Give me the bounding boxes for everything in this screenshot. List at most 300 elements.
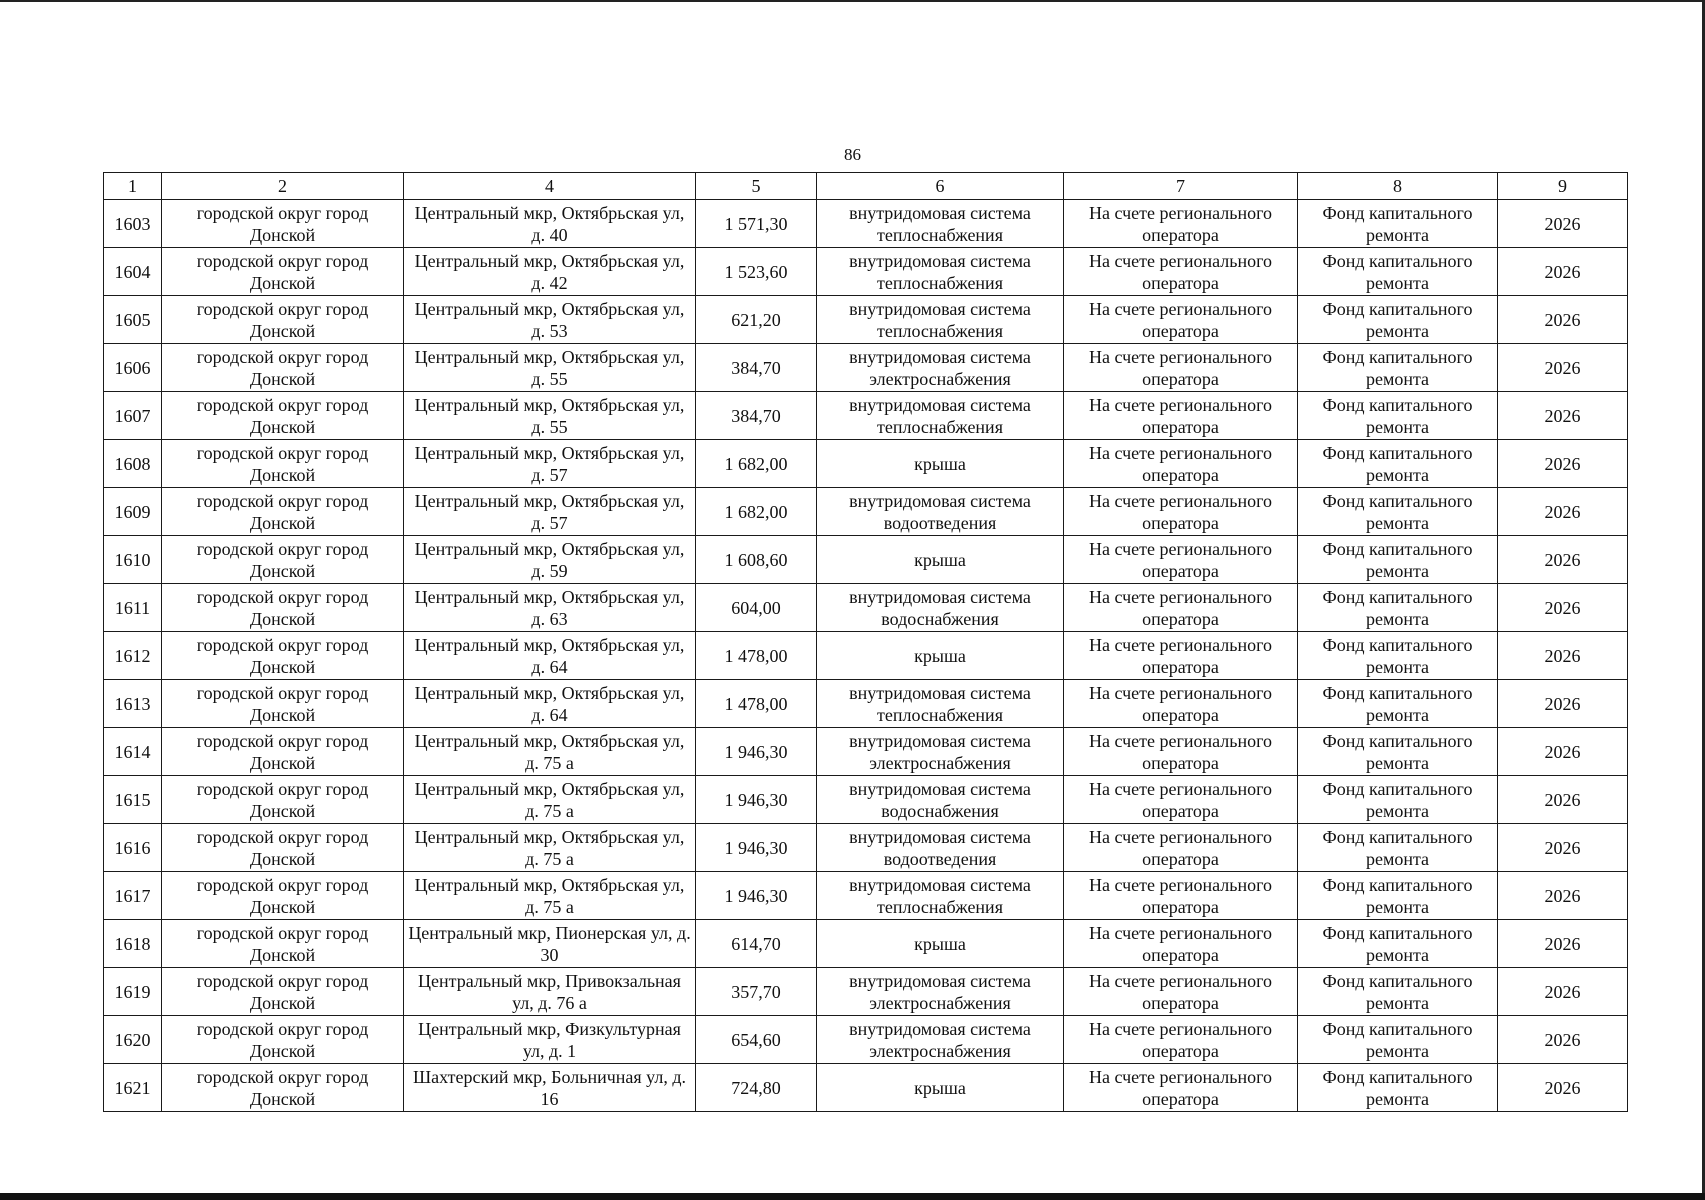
column-header: 4 xyxy=(404,173,696,200)
table-row xyxy=(104,200,1628,248)
cell-text: Центральный мкр, Физкультурная ул, д. 1 xyxy=(418,1018,681,1061)
table-row xyxy=(104,1016,1628,1064)
year-cell xyxy=(1498,344,1628,392)
cell-text: внутридомовая система теплоснабжения xyxy=(849,298,1031,341)
address-cell xyxy=(404,488,696,536)
cell-text: внутридомовая система водоотведения xyxy=(849,826,1031,869)
cell-text: крыша xyxy=(914,549,966,570)
cell-text: Фонд капитального ремонта xyxy=(1322,538,1473,581)
funding-source-cell xyxy=(1298,920,1498,968)
cell-text: 2026 xyxy=(1544,309,1581,330)
table-row xyxy=(104,728,1628,776)
address-cell xyxy=(404,728,696,776)
cell-text: 2026 xyxy=(1544,453,1581,474)
fund-account-cell xyxy=(1064,824,1298,872)
cell-text: 384,70 xyxy=(731,405,781,426)
table-row xyxy=(104,632,1628,680)
cell-text: На счете регионального оператора xyxy=(1088,346,1273,389)
cell-text: На счете регионального оператора xyxy=(1088,250,1273,293)
fund-account-cell xyxy=(1064,632,1298,680)
cell-text: Фонд капитального ремонта xyxy=(1322,250,1473,293)
repair-program-table xyxy=(103,172,1628,1112)
cell-text: городской округ город Донской xyxy=(196,874,369,917)
work-type-cell xyxy=(817,632,1064,680)
table-row xyxy=(104,1064,1628,1112)
area-cell xyxy=(696,968,817,1016)
cell-text: 1605 xyxy=(114,309,151,330)
row-number-cell xyxy=(104,200,162,248)
work-type-cell xyxy=(817,392,1064,440)
row-number-cell xyxy=(104,392,162,440)
fund-account-cell xyxy=(1064,1016,1298,1064)
work-type-cell xyxy=(817,776,1064,824)
address-cell xyxy=(404,872,696,920)
cell-text: городской округ город Донской xyxy=(196,682,369,725)
cell-text: 2026 xyxy=(1544,837,1581,858)
address-cell xyxy=(404,920,696,968)
fund-account-cell xyxy=(1064,1064,1298,1112)
cell-text: Фонд капитального ремонта xyxy=(1322,1018,1473,1061)
municipality-cell xyxy=(162,680,404,728)
fund-account-cell xyxy=(1064,536,1298,584)
work-type-cell xyxy=(817,680,1064,728)
funding-source-cell xyxy=(1298,824,1498,872)
area-cell xyxy=(696,344,817,392)
cell-text: 1617 xyxy=(114,885,151,906)
cell-text: 1620 xyxy=(114,1029,151,1050)
work-type-cell xyxy=(817,1064,1064,1112)
cell-text: 1 946,30 xyxy=(724,789,788,810)
funding-source-cell xyxy=(1298,392,1498,440)
cell-text: внутридомовая система теплоснабжения xyxy=(849,682,1031,725)
cell-text: внутридомовая система электроснабжения xyxy=(849,970,1031,1013)
cell-text: Фонд капитального ремонта xyxy=(1322,442,1473,485)
cell-text: 1621 xyxy=(114,1077,151,1098)
funding-source-cell xyxy=(1298,1064,1498,1112)
cell-text: 1 571,30 xyxy=(724,213,788,234)
table-row xyxy=(104,824,1628,872)
row-number-cell xyxy=(104,872,162,920)
cell-text: 2026 xyxy=(1544,261,1581,282)
cell-text: городской округ город Донской xyxy=(196,394,369,437)
year-cell xyxy=(1498,728,1628,776)
year-cell xyxy=(1498,776,1628,824)
cell-text: Центральный мкр, Октябрьская ул, д. 64 xyxy=(414,682,685,725)
cell-text: 1 478,00 xyxy=(724,645,788,666)
municipality-cell xyxy=(162,584,404,632)
cell-text: Фонд капитального ремонта xyxy=(1322,490,1473,533)
cell-text: На счете регионального оператора xyxy=(1088,202,1273,245)
cell-text: Центральный мкр, Октябрьская ул, д. 40 xyxy=(414,202,685,245)
year-cell xyxy=(1498,824,1628,872)
municipality-cell xyxy=(162,488,404,536)
cell-text: 1 946,30 xyxy=(724,885,788,906)
cell-text: 384,70 xyxy=(731,357,781,378)
fund-account-cell xyxy=(1064,680,1298,728)
year-cell xyxy=(1498,488,1628,536)
row-number-cell xyxy=(104,440,162,488)
year-cell xyxy=(1498,920,1628,968)
work-type-cell xyxy=(817,200,1064,248)
cell-text: 1 682,00 xyxy=(724,501,788,522)
table-row xyxy=(104,248,1628,296)
address-cell xyxy=(404,1064,696,1112)
cell-text: Фонд капитального ремонта xyxy=(1322,298,1473,341)
funding-source-cell xyxy=(1298,440,1498,488)
table-row xyxy=(104,920,1628,968)
cell-text: городской округ город Донской xyxy=(196,250,369,293)
cell-text: 1608 xyxy=(114,453,151,474)
column-header: 5 xyxy=(696,173,817,200)
cell-text: городской округ город Донской xyxy=(196,922,369,965)
cell-text: Фонд капитального ремонта xyxy=(1322,1066,1473,1109)
row-number-cell xyxy=(104,728,162,776)
cell-text: Центральный мкр, Октябрьская ул, д. 75 а xyxy=(414,826,685,869)
funding-source-cell xyxy=(1298,248,1498,296)
table-row xyxy=(104,968,1628,1016)
cell-text: Фонд капитального ремонта xyxy=(1322,682,1473,725)
cell-text: На счете регионального оператора xyxy=(1088,1066,1273,1109)
fund-account-cell xyxy=(1064,200,1298,248)
cell-text: 2026 xyxy=(1544,357,1581,378)
table-row xyxy=(104,872,1628,920)
cell-text: На счете регионального оператора xyxy=(1088,826,1273,869)
year-cell xyxy=(1498,296,1628,344)
fund-account-cell xyxy=(1064,392,1298,440)
area-cell xyxy=(696,632,817,680)
table-row xyxy=(104,680,1628,728)
header-row xyxy=(104,173,1628,200)
area-cell xyxy=(696,1016,817,1064)
cell-text: 357,70 xyxy=(731,981,781,1002)
municipality-cell xyxy=(162,200,404,248)
cell-text: 1 608,60 xyxy=(724,549,788,570)
fund-account-cell xyxy=(1064,920,1298,968)
fund-account-cell xyxy=(1064,344,1298,392)
row-number-cell xyxy=(104,248,162,296)
fund-account-cell xyxy=(1064,968,1298,1016)
municipality-cell xyxy=(162,968,404,1016)
funding-source-cell xyxy=(1298,776,1498,824)
cell-text: 1619 xyxy=(114,981,151,1002)
cell-text: 1 946,30 xyxy=(724,741,788,762)
municipality-cell xyxy=(162,1064,404,1112)
cell-text: 1616 xyxy=(114,837,151,858)
cell-text: внутридомовая система электроснабжения xyxy=(849,730,1031,773)
work-type-cell xyxy=(817,872,1064,920)
cell-text: городской округ город Донской xyxy=(196,730,369,773)
cell-text: 1604 xyxy=(114,261,151,282)
municipality-cell xyxy=(162,920,404,968)
work-type-cell xyxy=(817,344,1064,392)
cell-text: 2026 xyxy=(1544,885,1581,906)
cell-text: городской округ город Донской xyxy=(196,202,369,245)
municipality-cell xyxy=(162,728,404,776)
funding-source-cell xyxy=(1298,344,1498,392)
address-cell xyxy=(404,200,696,248)
cell-text: На счете регионального оператора xyxy=(1088,922,1273,965)
cell-text: 2026 xyxy=(1544,405,1581,426)
cell-text: Центральный мкр, Октябрьская ул, д. 55 xyxy=(414,346,685,389)
fund-account-cell xyxy=(1064,776,1298,824)
cell-text: Центральный мкр, Октябрьская ул, д. 53 xyxy=(414,298,685,341)
cell-text: На счете регионального оператора xyxy=(1088,730,1273,773)
cell-text: крыша xyxy=(914,1077,966,1098)
bottom-border-line xyxy=(0,1193,1705,1200)
address-cell xyxy=(404,776,696,824)
address-cell xyxy=(404,296,696,344)
cell-text: На счете регионального оператора xyxy=(1088,1018,1273,1061)
funding-source-cell xyxy=(1298,728,1498,776)
cell-text: На счете регионального оператора xyxy=(1088,394,1273,437)
cell-text: 2026 xyxy=(1544,597,1581,618)
work-type-cell xyxy=(817,296,1064,344)
cell-text: Центральный мкр, Привокзальная ул, д. 76 а xyxy=(418,970,681,1013)
work-type-cell xyxy=(817,728,1064,776)
table-row xyxy=(104,488,1628,536)
row-number-cell xyxy=(104,488,162,536)
cell-text: 654,60 xyxy=(731,1029,781,1050)
cell-text: 724,80 xyxy=(731,1077,781,1098)
cell-text: На счете регионального оператора xyxy=(1088,682,1273,725)
cell-text: городской округ город Донской xyxy=(196,1066,369,1109)
cell-text: 1606 xyxy=(114,357,151,378)
municipality-cell xyxy=(162,392,404,440)
cell-text: Фонд капитального ремонта xyxy=(1322,826,1473,869)
cell-text: На счете регионального оператора xyxy=(1088,634,1273,677)
cell-text: городской округ город Донской xyxy=(196,1018,369,1061)
municipality-cell xyxy=(162,632,404,680)
table-row xyxy=(104,776,1628,824)
table-row xyxy=(104,296,1628,344)
cell-text: Фонд капитального ремонта xyxy=(1322,634,1473,677)
cell-text: 1 682,00 xyxy=(724,453,788,474)
cell-text: внутридомовая система теплоснабжения xyxy=(849,394,1031,437)
funding-source-cell xyxy=(1298,296,1498,344)
year-cell xyxy=(1498,200,1628,248)
municipality-cell xyxy=(162,344,404,392)
funding-source-cell xyxy=(1298,872,1498,920)
municipality-cell xyxy=(162,440,404,488)
work-type-cell xyxy=(817,824,1064,872)
funding-source-cell xyxy=(1298,488,1498,536)
cell-text: На счете регионального оператора xyxy=(1088,442,1273,485)
row-number-cell xyxy=(104,776,162,824)
work-type-cell xyxy=(817,1016,1064,1064)
cell-text: крыша xyxy=(914,933,966,954)
year-cell xyxy=(1498,632,1628,680)
top-border-line xyxy=(0,0,1705,2)
cell-text: городской округ город Донской xyxy=(196,442,369,485)
area-cell xyxy=(696,584,817,632)
row-number-cell xyxy=(104,344,162,392)
cell-text: 1613 xyxy=(114,693,151,714)
cell-text: внутридомовая система водоснабжения xyxy=(849,586,1031,629)
table-row xyxy=(104,344,1628,392)
area-cell xyxy=(696,392,817,440)
fund-account-cell xyxy=(1064,584,1298,632)
cell-text: крыша xyxy=(914,453,966,474)
cell-text: городской округ город Донской xyxy=(196,490,369,533)
area-cell xyxy=(696,200,817,248)
cell-text: На счете регионального оператора xyxy=(1088,586,1273,629)
cell-text: На счете регионального оператора xyxy=(1088,970,1273,1013)
address-cell xyxy=(404,680,696,728)
fund-account-cell xyxy=(1064,488,1298,536)
cell-text: 604,00 xyxy=(731,597,781,618)
cell-text: 2026 xyxy=(1544,789,1581,810)
address-cell xyxy=(404,1016,696,1064)
funding-source-cell xyxy=(1298,968,1498,1016)
cell-text: На счете регионального оператора xyxy=(1088,490,1273,533)
year-cell xyxy=(1498,248,1628,296)
cell-text: Центральный мкр, Октябрьская ул, д. 57 xyxy=(414,442,685,485)
cell-text: 1607 xyxy=(114,405,151,426)
cell-text: На счете регионального оператора xyxy=(1088,298,1273,341)
table-body xyxy=(104,200,1628,1112)
cell-text: внутридомовая система водоснабжения xyxy=(849,778,1031,821)
fund-account-cell xyxy=(1064,872,1298,920)
cell-text: 1612 xyxy=(114,645,151,666)
cell-text: городской округ город Донской xyxy=(196,826,369,869)
row-number-cell xyxy=(104,584,162,632)
cell-text: 1609 xyxy=(114,501,151,522)
fund-account-cell xyxy=(1064,440,1298,488)
area-cell xyxy=(696,680,817,728)
cell-text: 1615 xyxy=(114,789,151,810)
funding-source-cell xyxy=(1298,680,1498,728)
cell-text: внутридомовая система теплоснабжения xyxy=(849,874,1031,917)
cell-text: Фонд капитального ремонта xyxy=(1322,586,1473,629)
municipality-cell xyxy=(162,536,404,584)
work-type-cell xyxy=(817,584,1064,632)
cell-text: Центральный мкр, Октябрьская ул, д. 64 xyxy=(414,634,685,677)
table-row xyxy=(104,440,1628,488)
column-header: 9 xyxy=(1498,173,1628,200)
cell-text: Центральный мкр, Пионерская ул, д. 30 xyxy=(408,922,691,965)
municipality-cell xyxy=(162,296,404,344)
column-header: 7 xyxy=(1064,173,1298,200)
cell-text: 1603 xyxy=(114,213,151,234)
table-row xyxy=(104,536,1628,584)
cell-text: 2026 xyxy=(1544,645,1581,666)
cell-text: внутридомовая система водоотведения xyxy=(849,490,1031,533)
cell-text: 1 946,30 xyxy=(724,837,788,858)
cell-text: 1 523,60 xyxy=(724,261,788,282)
municipality-cell xyxy=(162,872,404,920)
year-cell xyxy=(1498,872,1628,920)
cell-text: 1614 xyxy=(114,741,151,762)
area-cell xyxy=(696,248,817,296)
area-cell xyxy=(696,440,817,488)
cell-text: 614,70 xyxy=(731,933,781,954)
area-cell xyxy=(696,776,817,824)
municipality-cell xyxy=(162,824,404,872)
cell-text: Центральный мкр, Октябрьская ул, д. 75 а xyxy=(414,778,685,821)
work-type-cell xyxy=(817,248,1064,296)
table-row xyxy=(104,392,1628,440)
municipality-cell xyxy=(162,1016,404,1064)
column-header: 8 xyxy=(1298,173,1498,200)
table-row xyxy=(104,584,1628,632)
cell-text: 1 478,00 xyxy=(724,693,788,714)
year-cell xyxy=(1498,1064,1628,1112)
address-cell xyxy=(404,584,696,632)
year-cell xyxy=(1498,968,1628,1016)
cell-text: внутридомовая система электроснабжения xyxy=(849,346,1031,389)
work-type-cell xyxy=(817,536,1064,584)
cell-text: городской округ город Донской xyxy=(196,970,369,1013)
area-cell xyxy=(696,872,817,920)
address-cell xyxy=(404,440,696,488)
funding-source-cell xyxy=(1298,200,1498,248)
fund-account-cell xyxy=(1064,296,1298,344)
work-type-cell xyxy=(817,488,1064,536)
cell-text: Фонд капитального ремонта xyxy=(1322,394,1473,437)
cell-text: Центральный мкр, Октябрьская ул, д. 57 xyxy=(414,490,685,533)
cell-text: Фонд капитального ремонта xyxy=(1322,778,1473,821)
funding-source-cell xyxy=(1298,632,1498,680)
cell-text: Центральный мкр, Октябрьская ул, д. 63 xyxy=(414,586,685,629)
address-cell xyxy=(404,392,696,440)
cell-text: 1618 xyxy=(114,933,151,954)
cell-text: Центральный мкр, Октябрьская ул, д. 75 а xyxy=(414,730,685,773)
area-cell xyxy=(696,488,817,536)
funding-source-cell xyxy=(1298,1016,1498,1064)
area-cell xyxy=(696,920,817,968)
cell-text: городской округ город Донской xyxy=(196,778,369,821)
cell-text: 2026 xyxy=(1544,1029,1581,1050)
cell-text: 2026 xyxy=(1544,741,1581,762)
funding-source-cell xyxy=(1298,536,1498,584)
address-cell xyxy=(404,824,696,872)
cell-text: 1610 xyxy=(114,549,151,570)
area-cell xyxy=(696,728,817,776)
column-header: 6 xyxy=(817,173,1064,200)
year-cell xyxy=(1498,680,1628,728)
work-type-cell xyxy=(817,968,1064,1016)
area-cell xyxy=(696,824,817,872)
row-number-cell xyxy=(104,1064,162,1112)
cell-text: городской округ город Донской xyxy=(196,538,369,581)
row-number-cell xyxy=(104,824,162,872)
cell-text: крыша xyxy=(914,645,966,666)
funding-source-cell xyxy=(1298,584,1498,632)
year-cell xyxy=(1498,536,1628,584)
work-type-cell xyxy=(817,440,1064,488)
table-header xyxy=(104,173,1628,200)
cell-text: Фонд капитального ремонта xyxy=(1322,970,1473,1013)
year-cell xyxy=(1498,440,1628,488)
area-cell xyxy=(696,296,817,344)
cell-text: внутридомовая система электроснабжения xyxy=(849,1018,1031,1061)
cell-text: Фонд капитального ремонта xyxy=(1322,922,1473,965)
cell-text: Фонд капитального ремонта xyxy=(1322,874,1473,917)
cell-text: На счете регионального оператора xyxy=(1088,538,1273,581)
cell-text: Центральный мкр, Октябрьская ул, д. 55 xyxy=(414,394,685,437)
row-number-cell xyxy=(104,536,162,584)
year-cell xyxy=(1498,1016,1628,1064)
area-cell xyxy=(696,1064,817,1112)
cell-text: 1611 xyxy=(114,597,151,618)
cell-text: городской округ город Донской xyxy=(196,346,369,389)
cell-text: 2026 xyxy=(1544,693,1581,714)
cell-text: Центральный мкр, Октябрьская ул, д. 42 xyxy=(414,250,685,293)
cell-text: На счете регионального оператора xyxy=(1088,778,1273,821)
address-cell xyxy=(404,536,696,584)
column-header: 1 xyxy=(104,173,162,200)
row-number-cell xyxy=(104,296,162,344)
